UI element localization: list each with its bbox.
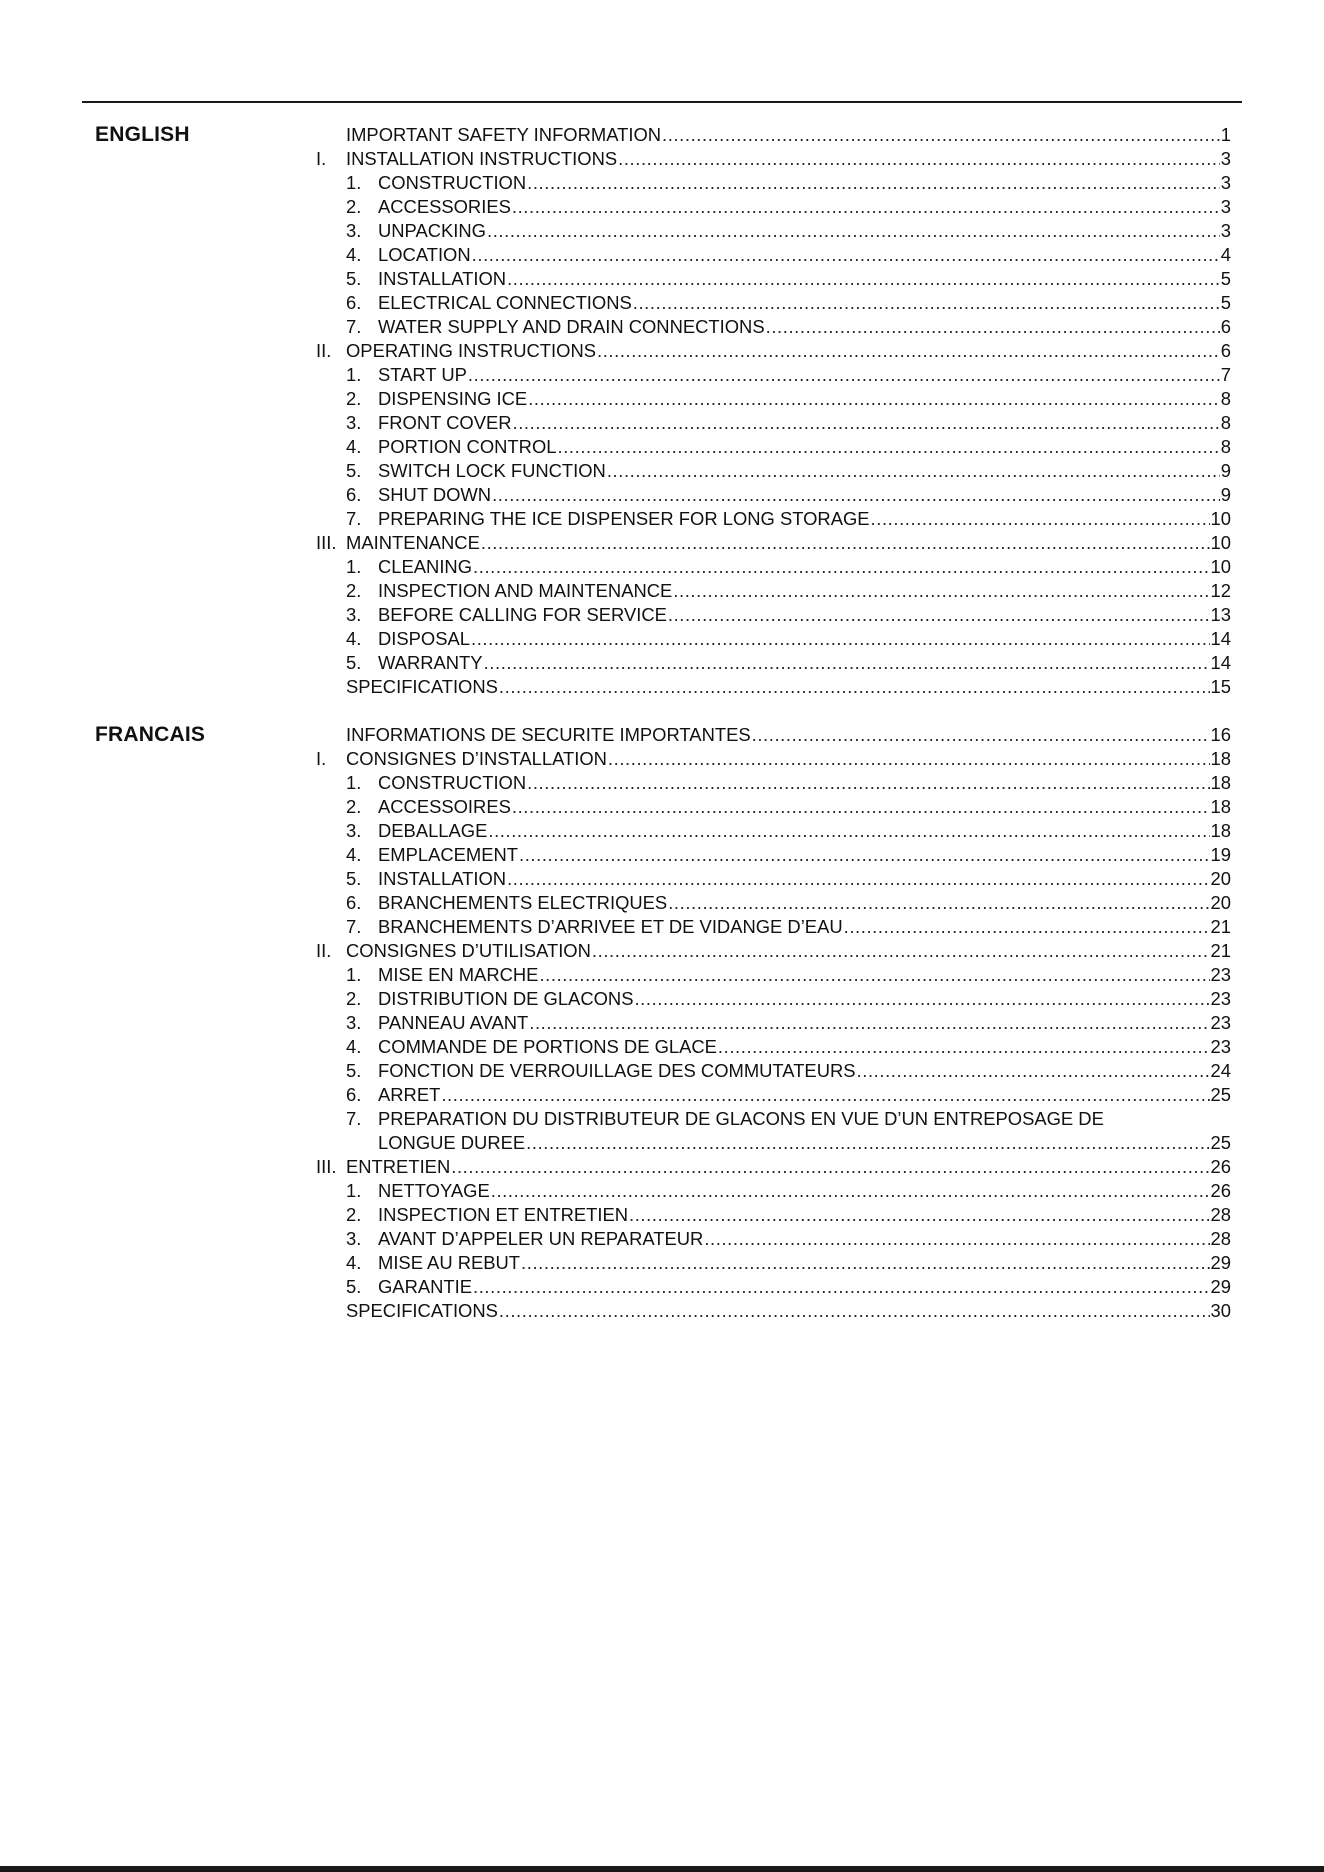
entry-number: II. <box>316 340 332 361</box>
entry-number: 5. <box>346 268 362 289</box>
toc-entry[interactable] <box>316 435 1231 459</box>
entry-number: 4. <box>346 244 362 265</box>
entry-page-number: 29 <box>1210 1276 1231 1297</box>
entry-title: PORTION CONTROL <box>378 436 557 457</box>
toc-entry[interactable] <box>316 1299 1231 1323</box>
dot-leader <box>468 363 1220 387</box>
toc-entry[interactable] <box>316 339 1231 363</box>
entry-number: 1. <box>346 364 362 385</box>
entry-number: 7. <box>346 1108 362 1129</box>
entry-number: 2. <box>346 1204 362 1225</box>
toc-entry[interactable] <box>316 891 1231 915</box>
dot-leader <box>512 195 1220 219</box>
entry-title: INSTALLATION <box>378 268 507 289</box>
entry-page-number: 24 <box>1210 1060 1231 1081</box>
toc-entry[interactable] <box>316 315 1231 339</box>
toc-entry[interactable] <box>316 603 1231 627</box>
dot-leader <box>597 339 1220 363</box>
entry-title: GARANTIE <box>378 1276 473 1297</box>
entry-title: CLEANING <box>378 556 473 577</box>
entry-number: 5. <box>346 652 362 673</box>
entry-title: INSPECTION ET ENTRETIEN <box>378 1204 629 1225</box>
entry-page-number: 14 <box>1210 628 1231 649</box>
entry-page-number: 13 <box>1210 604 1231 625</box>
entry-title: INSTALLATION INSTRUCTIONS <box>346 148 618 169</box>
toc-entry[interactable] <box>316 1227 1231 1251</box>
entry-title: DISPENSING ICE <box>378 388 528 409</box>
toc-entry[interactable] <box>316 987 1231 1011</box>
toc-entry[interactable] <box>316 291 1231 315</box>
entry-page-number: 3 <box>1220 172 1231 193</box>
entry-page-number: 6 <box>1220 316 1231 337</box>
entry-page-number: 9 <box>1220 484 1231 505</box>
toc-entry[interactable] <box>316 483 1231 507</box>
entry-title: PREPARATION DU DISTRIBUTEUR DE GLACONS EN VUE D’UN ENTREPOSAGE DE <box>378 1108 1104 1129</box>
entry-title: ACCESSOIRES <box>378 796 511 817</box>
dot-leader <box>512 795 1210 819</box>
dot-leader <box>629 1203 1210 1227</box>
entry-title: WATER SUPPLY AND DRAIN CONNECTIONS <box>378 316 765 337</box>
dot-leader <box>857 1059 1210 1083</box>
entry-number: II. <box>316 940 332 961</box>
dot-leader <box>633 291 1220 315</box>
entry-title: ACCESSORIES <box>378 196 511 217</box>
entry-title: IMPORTANT SAFETY INFORMATION <box>346 124 662 145</box>
entry-number: I. <box>316 148 327 169</box>
entry-page-number: 25 <box>1210 1084 1231 1105</box>
entry-number: 1. <box>346 772 362 793</box>
toc-entry[interactable] <box>316 1155 1231 1179</box>
entry-number: 6. <box>346 1084 362 1105</box>
dot-leader <box>473 1275 1210 1299</box>
entry-page-number: 23 <box>1210 964 1231 985</box>
toc-entry[interactable] <box>316 1011 1231 1035</box>
dot-leader <box>704 1227 1209 1251</box>
entry-page-number: 20 <box>1210 868 1231 889</box>
toc-entry[interactable] <box>316 651 1231 675</box>
toc-entry[interactable] <box>316 1203 1231 1227</box>
entry-page-number: 5 <box>1220 268 1231 289</box>
entry-title: INFORMATIONS DE SECURITE IMPORTANTES <box>346 724 751 745</box>
dot-leader <box>499 675 1210 699</box>
entry-page-number: 14 <box>1210 652 1231 673</box>
entry-title: DISTRIBUTION DE GLACONS <box>378 988 634 1009</box>
entry-title: START UP <box>378 364 467 385</box>
entry-page-number: 30 <box>1210 1300 1231 1321</box>
toc-entry[interactable] <box>316 843 1231 867</box>
toc-entry-continuation[interactable] <box>316 1131 1231 1155</box>
dot-leader <box>441 1083 1209 1107</box>
entry-title: FONCTION DE VERROUILLAGE DES COMMUTATEURS <box>378 1060 856 1081</box>
entry-page-number: 9 <box>1220 460 1231 481</box>
entry-title: ARRET <box>378 1084 441 1105</box>
entry-page-number: 28 <box>1210 1204 1231 1225</box>
entry-number: 2. <box>346 796 362 817</box>
dot-leader <box>662 123 1220 147</box>
dot-leader <box>521 1251 1209 1275</box>
toc-entry[interactable] <box>316 867 1231 891</box>
dot-leader <box>752 723 1210 747</box>
entry-number: 3. <box>346 1228 362 1249</box>
dot-leader <box>451 1155 1209 1179</box>
dot-leader <box>484 651 1210 675</box>
entry-title: MISE EN MARCHE <box>378 964 539 985</box>
toc-entry[interactable] <box>316 171 1231 195</box>
toc-entry[interactable] <box>316 795 1231 819</box>
entry-number: 7. <box>346 508 362 529</box>
entry-page-number: 18 <box>1210 796 1231 817</box>
entry-number: 2. <box>346 988 362 1009</box>
entry-number: 5. <box>346 460 362 481</box>
toc-entry[interactable] <box>316 1107 1231 1131</box>
section-heading: FRANCAIS <box>95 723 206 746</box>
toc-entry[interactable] <box>316 675 1231 699</box>
entry-page-number: 3 <box>1220 220 1231 241</box>
dot-leader <box>608 747 1210 771</box>
dot-leader <box>673 579 1209 603</box>
dot-leader <box>528 387 1220 411</box>
toc-entry[interactable] <box>316 1275 1231 1299</box>
toc-entry[interactable] <box>316 1035 1231 1059</box>
dot-leader <box>618 147 1220 171</box>
entry-page-number: 7 <box>1220 364 1231 385</box>
dot-leader <box>519 843 1210 867</box>
entry-title: INSPECTION AND MAINTENANCE <box>378 580 673 601</box>
entry-page-number: 20 <box>1210 892 1231 913</box>
entry-title: BEFORE CALLING FOR SERVICE <box>378 604 667 625</box>
dot-leader <box>481 531 1210 555</box>
dot-leader <box>607 459 1220 483</box>
entry-number: I. <box>316 748 327 769</box>
entry-page-number: 21 <box>1210 940 1231 961</box>
entry-page-number: 10 <box>1210 556 1231 577</box>
entry-page-number: 16 <box>1210 724 1231 745</box>
dot-leader <box>473 555 1210 579</box>
dot-leader <box>526 1131 1209 1155</box>
dot-leader <box>766 315 1220 339</box>
entry-number: 3. <box>346 412 362 433</box>
dot-leader <box>668 891 1209 915</box>
dot-leader <box>499 1299 1210 1323</box>
toc-entry[interactable] <box>316 1179 1231 1203</box>
entry-number: 7. <box>346 316 362 337</box>
entry-title: AVANT D’APPELER UN REPARATEUR <box>378 1228 704 1249</box>
dot-leader <box>507 267 1220 291</box>
entry-title: CONSTRUCTION <box>378 772 527 793</box>
dot-leader <box>668 603 1210 627</box>
entry-page-number: 18 <box>1210 748 1231 769</box>
entry-page-number: 1 <box>1220 124 1231 145</box>
entry-number: 4. <box>346 1036 362 1057</box>
entry-page-number: 29 <box>1210 1252 1231 1273</box>
entry-number: 6. <box>346 292 362 313</box>
entry-number: 2. <box>346 196 362 217</box>
entry-page-number: 3 <box>1220 196 1231 217</box>
dot-leader <box>539 963 1209 987</box>
entry-page-number: 8 <box>1220 436 1231 457</box>
dot-leader <box>557 435 1219 459</box>
entry-title: CONSIGNES D’INSTALLATION <box>346 748 607 769</box>
entry-number: 2. <box>346 388 362 409</box>
entry-page-number: 8 <box>1220 412 1231 433</box>
dot-leader <box>471 627 1210 651</box>
entry-title: SWITCH LOCK FUNCTION <box>378 460 606 481</box>
dot-leader <box>488 819 1209 843</box>
entry-page-number: 12 <box>1210 580 1231 601</box>
entry-title: CONSIGNES D’UTILISATION <box>346 940 591 961</box>
toc-entry[interactable] <box>316 363 1231 387</box>
entry-number: 4. <box>346 1252 362 1273</box>
toc-entry[interactable] <box>316 939 1231 963</box>
dot-leader <box>529 1011 1209 1035</box>
toc-entry[interactable] <box>316 411 1231 435</box>
entry-title: CONSTRUCTION <box>378 172 527 193</box>
entry-title: COMMANDE DE PORTIONS DE GLACE <box>378 1036 717 1057</box>
entry-title: ELECTRICAL CONNECTIONS <box>378 292 632 313</box>
entry-number: 2. <box>346 580 362 601</box>
dot-leader <box>871 507 1210 531</box>
entry-title-continuation: LONGUE DUREE <box>378 1132 526 1153</box>
entry-page-number: 5 <box>1220 292 1231 313</box>
dot-leader <box>634 987 1209 1011</box>
dot-leader <box>718 1035 1210 1059</box>
entry-page-number: 23 <box>1210 1036 1231 1057</box>
toc-entry[interactable] <box>316 459 1231 483</box>
toc-entry[interactable] <box>316 1059 1231 1083</box>
entry-title: MISE AU REBUT <box>378 1252 521 1273</box>
toc-entry[interactable] <box>316 555 1231 579</box>
toc-entry[interactable] <box>316 123 1231 147</box>
entry-number: 4. <box>346 628 362 649</box>
toc-entry[interactable] <box>316 723 1231 747</box>
dot-leader <box>507 867 1209 891</box>
entry-number: III. <box>316 1156 337 1177</box>
toc-entry[interactable] <box>316 147 1231 171</box>
entry-number: 1. <box>346 964 362 985</box>
toc-entry[interactable] <box>316 627 1231 651</box>
entry-title: FRONT COVER <box>378 412 512 433</box>
entry-page-number: 8 <box>1220 388 1231 409</box>
entry-title: DEBALLAGE <box>378 820 488 841</box>
toc-list <box>316 723 1231 1323</box>
dot-leader <box>527 771 1209 795</box>
toc-list <box>316 123 1231 699</box>
top-rule <box>82 101 1242 103</box>
entry-number: 1. <box>346 172 362 193</box>
entry-title: SPECIFICATIONS <box>346 1300 498 1321</box>
entry-page-number: 23 <box>1210 988 1231 1009</box>
entry-number: III. <box>316 532 337 553</box>
entry-title: WARRANTY <box>378 652 483 673</box>
toc-entry[interactable] <box>316 219 1231 243</box>
entry-number: 7. <box>346 916 362 937</box>
entry-page-number: 26 <box>1210 1156 1231 1177</box>
toc-entry[interactable] <box>316 579 1231 603</box>
entry-number: 3. <box>346 220 362 241</box>
entry-title: BRANCHEMENTS D’ARRIVEE ET DE VIDANGE D’EAU <box>378 916 843 937</box>
entry-page-number: 3 <box>1220 148 1231 169</box>
toc-entry[interactable] <box>316 747 1231 771</box>
toc-entry[interactable] <box>316 243 1231 267</box>
entry-title: SPECIFICATIONS <box>346 676 498 697</box>
dot-leader <box>592 939 1210 963</box>
entry-page-number: 18 <box>1210 820 1231 841</box>
dot-leader <box>472 243 1220 267</box>
entry-page-number: 28 <box>1210 1228 1231 1249</box>
section-heading: ENGLISH <box>95 123 190 146</box>
entry-page-number: 19 <box>1210 844 1231 865</box>
toc-entry[interactable] <box>316 771 1231 795</box>
entry-number: 1. <box>346 1180 362 1201</box>
entry-page-number: 10 <box>1210 508 1231 529</box>
entry-number: 4. <box>346 436 362 457</box>
entry-title: UNPACKING <box>378 220 486 241</box>
toc-entry[interactable] <box>316 387 1231 411</box>
toc-entry[interactable] <box>316 1251 1231 1275</box>
bottom-rule <box>0 1866 1324 1872</box>
entry-title: SHUT DOWN <box>378 484 492 505</box>
entry-page-number: 18 <box>1210 772 1231 793</box>
toc-entry[interactable] <box>316 915 1231 939</box>
entry-title: DISPOSAL <box>378 628 470 649</box>
toc-entry[interactable] <box>316 531 1231 555</box>
entry-number: 5. <box>346 1276 362 1297</box>
entry-title: ENTRETIEN <box>346 1156 451 1177</box>
entry-number: 4. <box>346 844 362 865</box>
entry-number: 6. <box>346 892 362 913</box>
entry-page-number: 21 <box>1210 916 1231 937</box>
toc-entry[interactable] <box>316 819 1231 843</box>
entry-number: 1. <box>346 556 362 577</box>
entry-title: OPERATING INSTRUCTIONS <box>346 340 596 361</box>
entry-page-number: 10 <box>1210 532 1231 553</box>
entry-page-number: 26 <box>1210 1180 1231 1201</box>
dot-leader <box>527 171 1220 195</box>
entry-title: LOCATION <box>378 244 471 265</box>
toc-entry[interactable] <box>316 267 1231 291</box>
entry-page-number: 15 <box>1210 676 1231 697</box>
entry-number: 5. <box>346 1060 362 1081</box>
entry-number: 3. <box>346 1012 362 1033</box>
toc-entry[interactable] <box>316 507 1231 531</box>
dot-leader <box>491 1179 1210 1203</box>
entry-page-number: 6 <box>1220 340 1231 361</box>
entry-title: EMPLACEMENT <box>378 844 518 865</box>
toc-entry[interactable] <box>316 1083 1231 1107</box>
entry-number: 3. <box>346 604 362 625</box>
toc-entry[interactable] <box>316 963 1231 987</box>
entry-page-number: 4 <box>1220 244 1231 265</box>
toc-entry[interactable] <box>316 195 1231 219</box>
entry-title: BRANCHEMENTS ELECTRIQUES <box>378 892 668 913</box>
entry-number: 6. <box>346 484 362 505</box>
entry-title: MAINTENANCE <box>346 532 480 553</box>
dot-leader <box>513 411 1220 435</box>
dot-leader <box>844 915 1210 939</box>
entry-number: 5. <box>346 868 362 889</box>
entry-page-number: 23 <box>1210 1012 1231 1033</box>
entry-number: 3. <box>346 820 362 841</box>
entry-title: PREPARING THE ICE DISPENSER FOR LONG STORAGE <box>378 508 870 529</box>
entry-title: NETTOYAGE <box>378 1180 490 1201</box>
entry-title: INSTALLATION <box>378 868 507 889</box>
dot-leader <box>492 483 1220 507</box>
entry-page-number: 25 <box>1210 1132 1231 1153</box>
dot-leader <box>487 219 1220 243</box>
entry-title: PANNEAU AVANT <box>378 1012 529 1033</box>
